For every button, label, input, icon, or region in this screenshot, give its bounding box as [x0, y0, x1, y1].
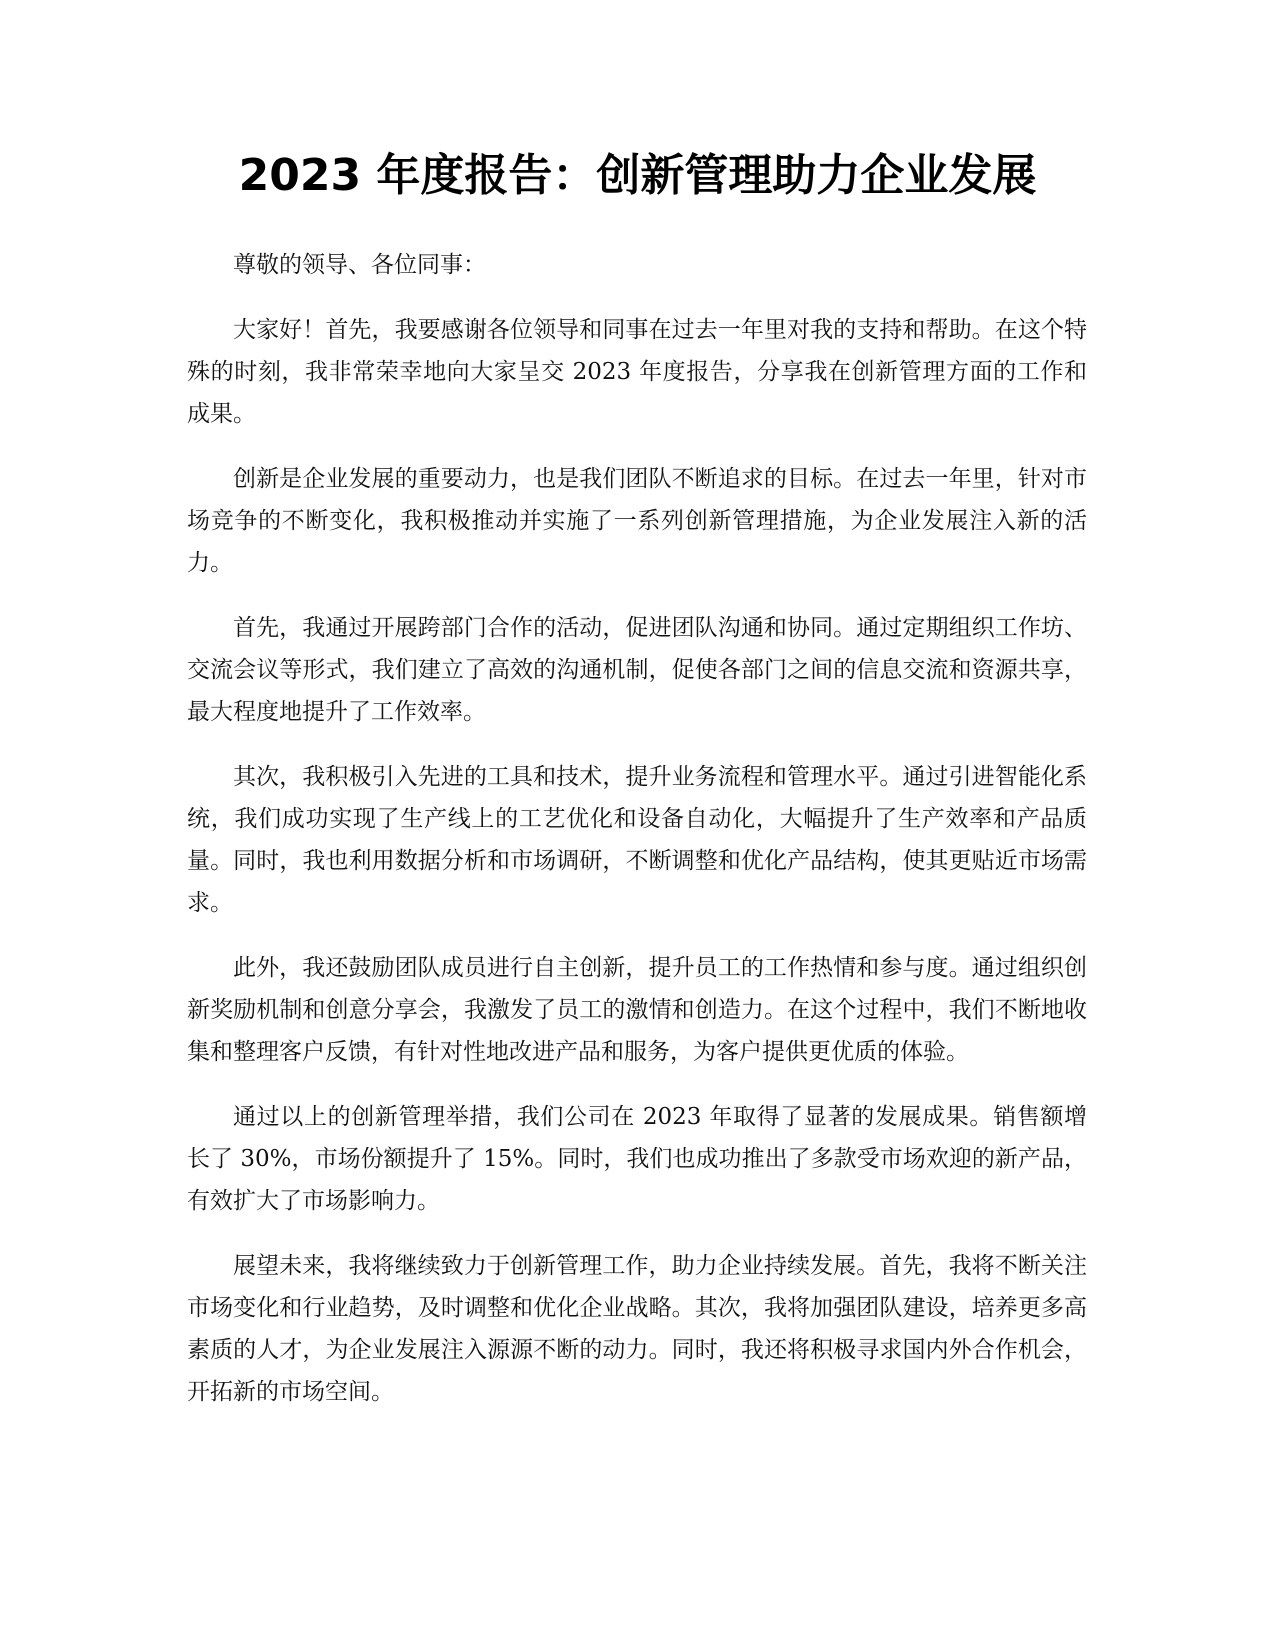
paragraph-4: 其次，我积极引入先进的工具和技术，提升业务流程和管理水平。通过引进智能化系统，我们成功实现了生产线上的工艺优化和设备自动化，大幅提升了生产效率和产品质量。同时，我也利用数据分析和市场调研，不断调整和优化产品结构，使其更贴近市场需求。	[187, 764, 1087, 916]
paragraph-6: 通过以上的创新管理举措，我们公司在 2023 年取得了显著的发展成果。销售额增长了 30%，市场份额提升了 15%。同时，我们也成功推出了多款受市场欢迎的新产品，有效扩大了市场影响力。	[187, 1104, 1087, 1214]
paragraph-3: 首先，我通过开展跨部门合作的活动，促进团队沟通和协同。通过定期组织工作坊、交流会议等形式，我们建立了高效的沟通机制，促使各部门之间的信息交流和资源共享，最大程度地提升了工作效率。	[187, 615, 1087, 725]
paragraph-5: 此外，我还鼓励团队成员进行自主创新，提升员工的工作热情和参与度。通过组织创新奖励机制和创意分享会，我激发了员工的激情和创造力。在这个过程中，我们不断地收集和整理客户反馈，有针对性地改进产品和服务，为客户提供更优质的体验。	[187, 955, 1087, 1065]
document-body	[187, 244, 1087, 1436]
document-title: 2023 年度报告：创新管理助力企业发展	[238, 150, 1037, 201]
paragraph-7: 展望未来，我将继续致力于创新管理工作，助力企业持续发展。首先，我将不断关注市场变化和行业趋势，及时调整和优化企业战略。其次，我将加强团队建设，培养更多高素质的人才，为企业发展注入源源不断的动力。同时，我还将积极寻求国内外合作机会，开拓新的市场空间。	[187, 1253, 1087, 1405]
paragraph-2: 创新是企业发展的重要动力，也是我们团队不断追求的目标。在过去一年里，针对市场竞争的不断变化，我积极推动并实施了一系列创新管理措施，为企业发展注入新的活力。	[187, 466, 1087, 576]
salutation: 尊敬的领导、各位同事：	[233, 252, 486, 278]
paragraph-1: 大家好！首先，我要感谢各位领导和同事在过去一年里对我的支持和帮助。在这个特殊的时刻，我非常荣幸地向大家呈交 2023 年度报告，分享我在创新管理方面的工作和成果。	[187, 317, 1087, 427]
